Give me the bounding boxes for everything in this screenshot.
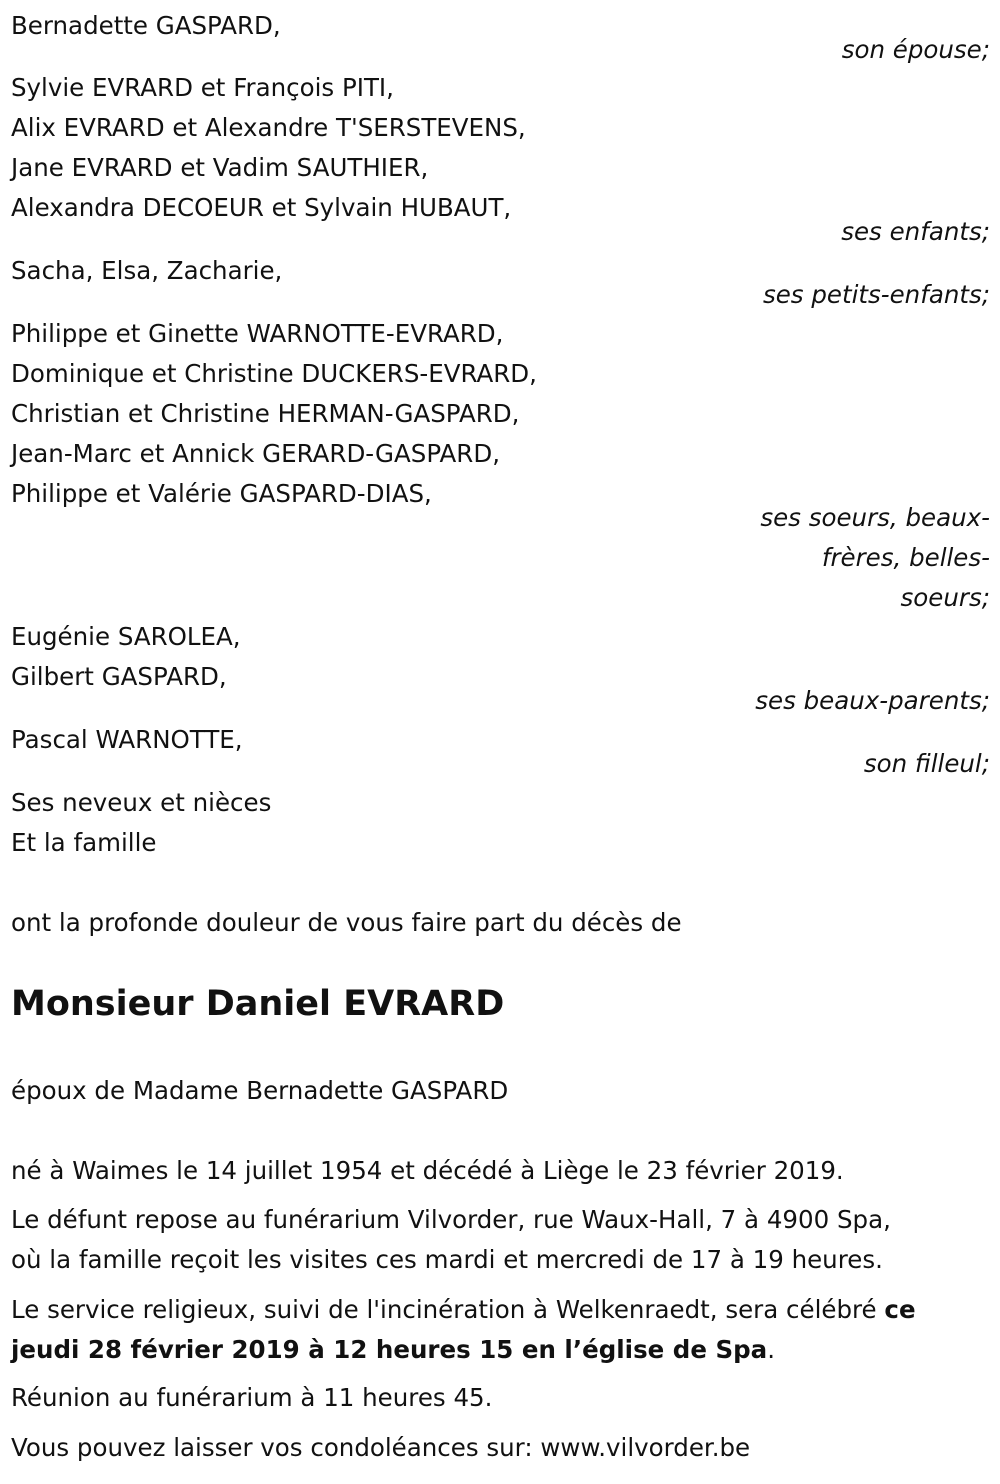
sibling-line: Jean-Marc et Annick GERARD-GASPARD, (11, 439, 500, 468)
siblings-role-line: frères, belles- (821, 543, 990, 572)
grandchildren-line: Sacha, Elsa, Zacharie, (11, 256, 283, 285)
parent-in-law-line: Gilbert GASPARD, (11, 662, 227, 691)
service-date-bold: jeudi 28 février 2019 à 12 heures 15 en l’église de Spa (11, 1335, 768, 1364)
service-line (11, 1330, 775, 1370)
sibling-line: Dominique et Christine DUCKERS-EVRARD, (11, 359, 537, 388)
meeting-line: Réunion au funérarium à 11 heures 45. (11, 1383, 493, 1412)
child-line: Sylvie EVRARD et François PITI, (11, 73, 394, 102)
child-line: Jane EVRARD et Vadim SAUTHIER, (11, 153, 429, 182)
parents-in-law-role: ses beaux-parents; (755, 686, 990, 715)
sibling-line: Philippe et Ginette WARNOTTE-EVRARD, (11, 319, 504, 348)
child-line: Alexandra DECOEUR et Sylvain HUBAUT, (11, 193, 512, 222)
godson-line: Pascal WARNOTTE, (11, 725, 243, 754)
grandchildren-role: ses petits-enfants; (762, 280, 990, 309)
condolences-line: Vous pouvez laisser vos condoléances sur: www.vilvorder.be (11, 1433, 751, 1462)
spouse-line: Bernadette GASPARD, (11, 11, 281, 40)
spouse-of: époux de Madame Bernadette GASPARD (11, 1076, 509, 1105)
others-line: Ses neveux et nièces (11, 788, 272, 817)
service-text: Le service religieux, suivi de l'incinération à Welkenraedt, sera célébré (11, 1295, 885, 1324)
service-text: . (767, 1335, 776, 1364)
service-line (11, 1290, 916, 1330)
child-line: Alix EVRARD et Alexandre T'SERSTEVENS, (11, 113, 526, 142)
others-line: Et la famille (11, 828, 157, 857)
sibling-line: Philippe et Valérie GASPARD-DIAS, (11, 479, 432, 508)
funeral-home-line: Le défunt repose au funérarium Vilvorder, rue Waux-Hall, 7 à 4900 Spa, (11, 1205, 891, 1234)
sibling-line: Christian et Christine HERMAN-GASPARD, (11, 399, 520, 428)
service-date-bold: ce (884, 1295, 916, 1324)
funeral-home-line: où la famille reçoit les visites ces mardi et mercredi de 17 à 19 heures. (11, 1245, 883, 1274)
announcement: ont la profonde douleur de vous faire part du décès de (11, 908, 682, 937)
parent-in-law-line: Eugénie SAROLEA, (11, 622, 241, 651)
siblings-role-line: soeurs; (900, 583, 990, 612)
godson-role: son filleul; (863, 749, 990, 778)
siblings-role-line: ses soeurs, beaux- (760, 503, 990, 532)
children-role: ses enfants; (841, 217, 990, 246)
spouse-role: son épouse; (841, 35, 990, 64)
birth-death-line: né à Waimes le 14 juillet 1954 et décédé à Liège le 23 février 2019. (11, 1156, 844, 1185)
deceased-name: Monsieur Daniel EVRARD (11, 984, 505, 1024)
